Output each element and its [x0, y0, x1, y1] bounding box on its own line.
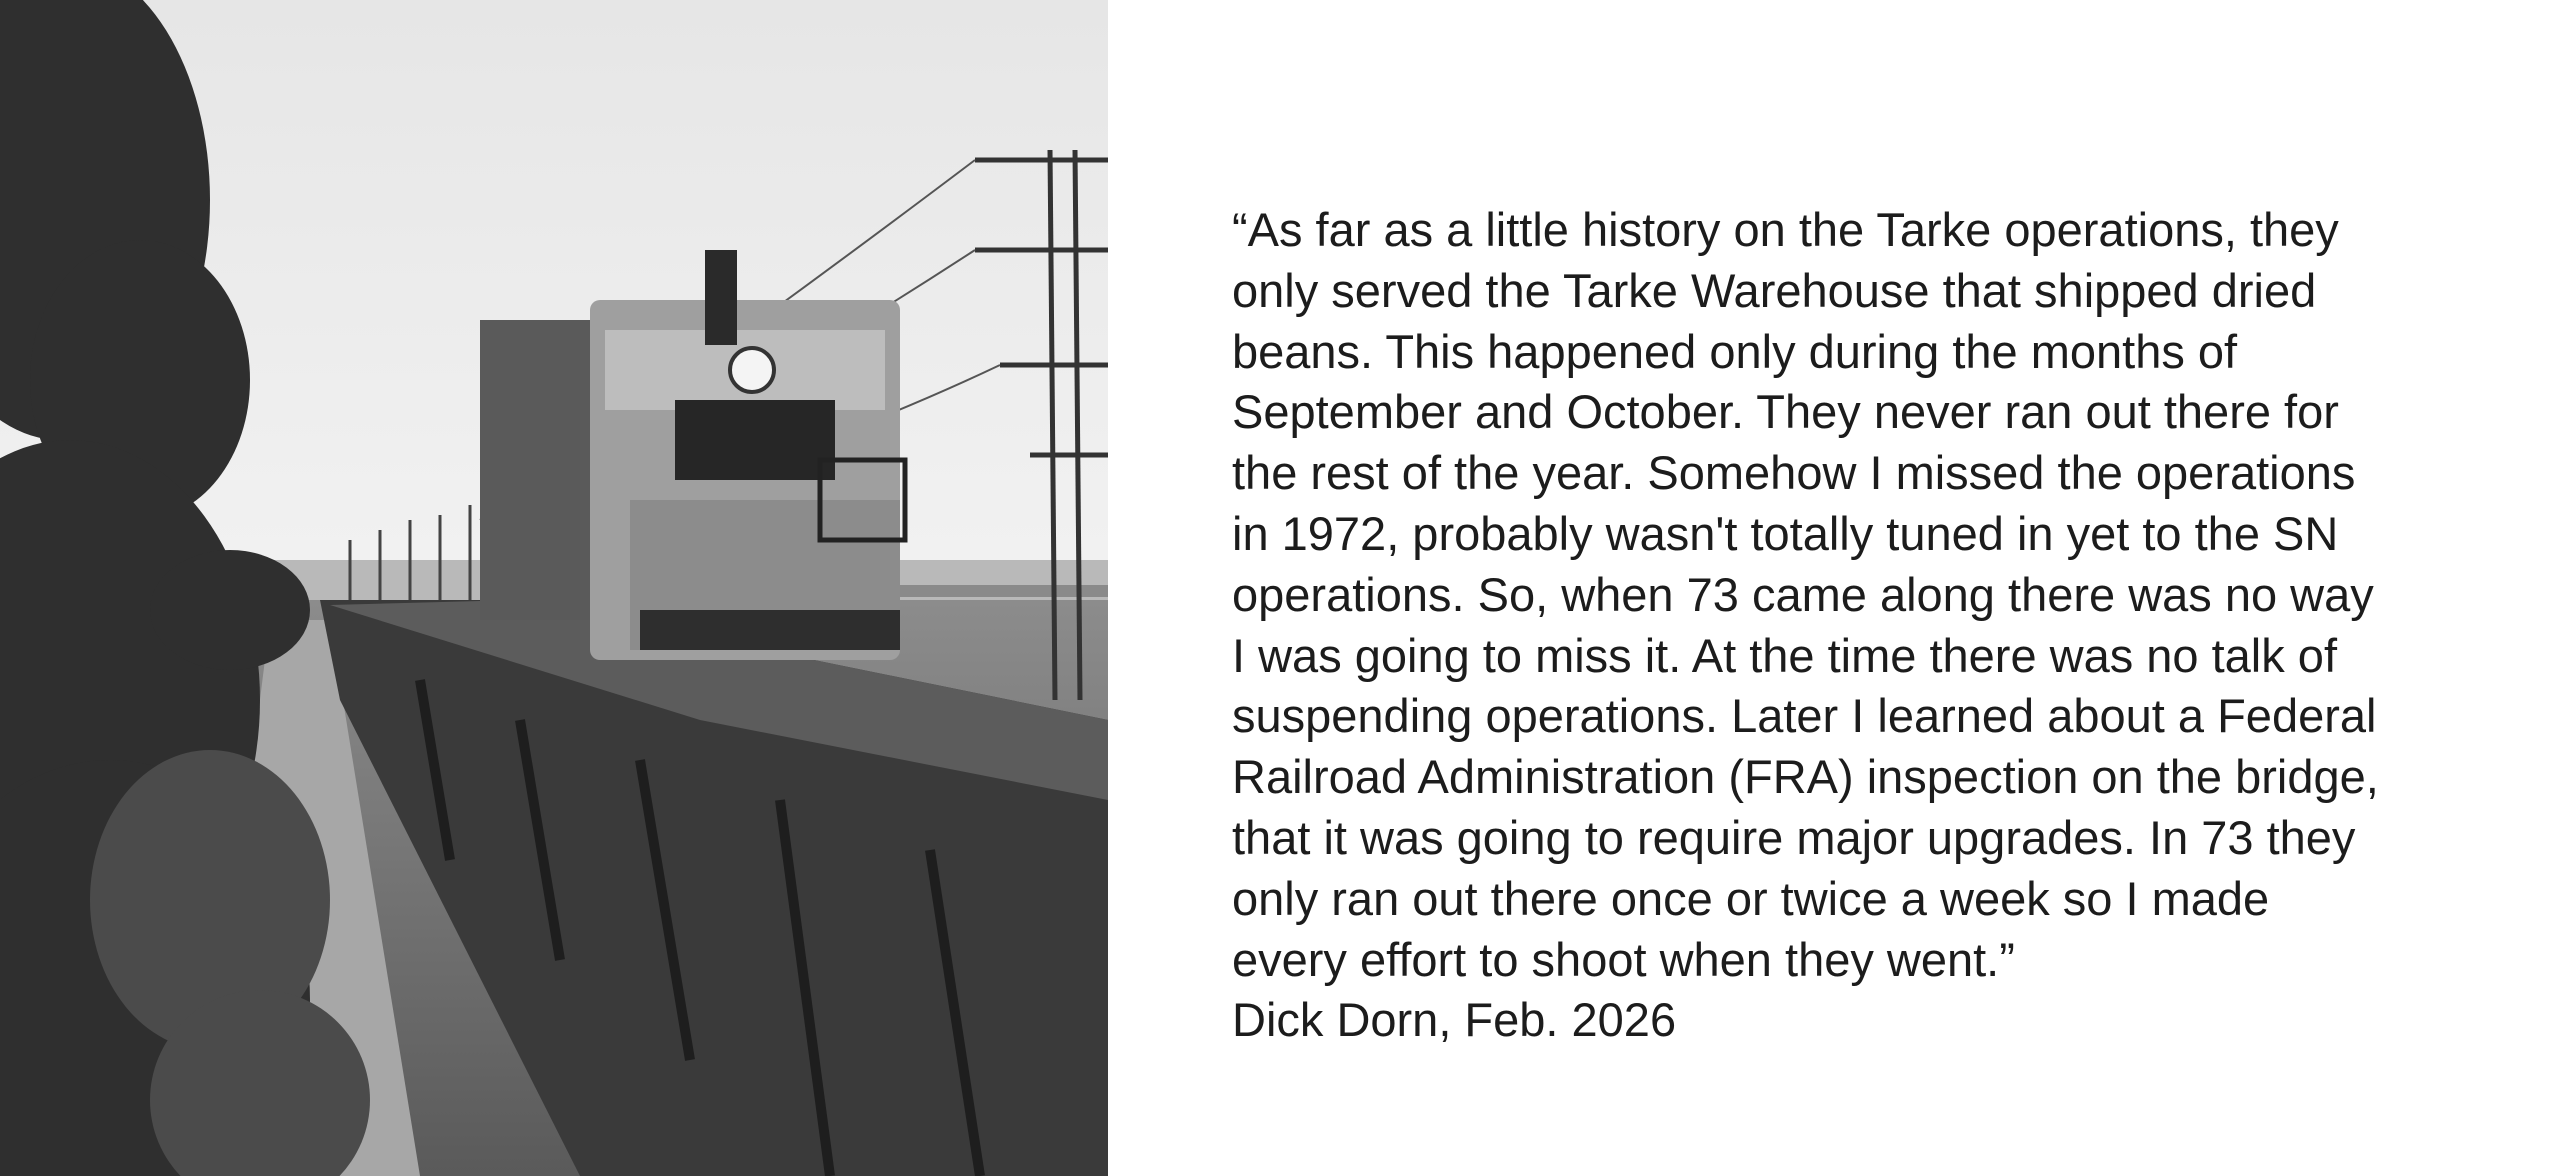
- quote-line: beans. This happened only during the months of: [1232, 324, 2238, 378]
- quote-line: that it was going to require major upgrades. In 73 they: [1232, 810, 2356, 864]
- quote-line: suspending operations. Later I learned about a Federal: [1232, 689, 2377, 743]
- quote-line: September and October. They never ran out there for: [1232, 385, 2339, 439]
- quote-line: only ran out there once or twice a week so I made: [1232, 871, 2270, 925]
- quote-line: every effort to shoot when they went.”: [1232, 932, 2015, 986]
- quote-line: only served the Tarke Warehouse that shipped dried: [1232, 263, 2317, 317]
- quote-line: “As far as a little history on the Tarke operations, they: [1232, 203, 2339, 256]
- train-photo-illustration: [0, 0, 1108, 1176]
- quote-line: operations. So, when 73 came along there was no way: [1232, 567, 2374, 621]
- quote-attribution: Dick Dorn, Feb. 2026: [1232, 993, 1677, 1047]
- train-trestle-photo: [0, 0, 1108, 1176]
- quote-line: I was going to miss it. At the time there was no talk of: [1232, 628, 2338, 682]
- quote-line: in 1972, probably wasn't totally tuned in yet to the SN: [1232, 506, 2339, 560]
- quote-line: the rest of the year. Somehow I missed the operations: [1232, 446, 2356, 500]
- quote-block: [1232, 200, 2492, 1051]
- quote-line: Railroad Administration (FRA) inspection on the bridge,: [1232, 750, 2379, 804]
